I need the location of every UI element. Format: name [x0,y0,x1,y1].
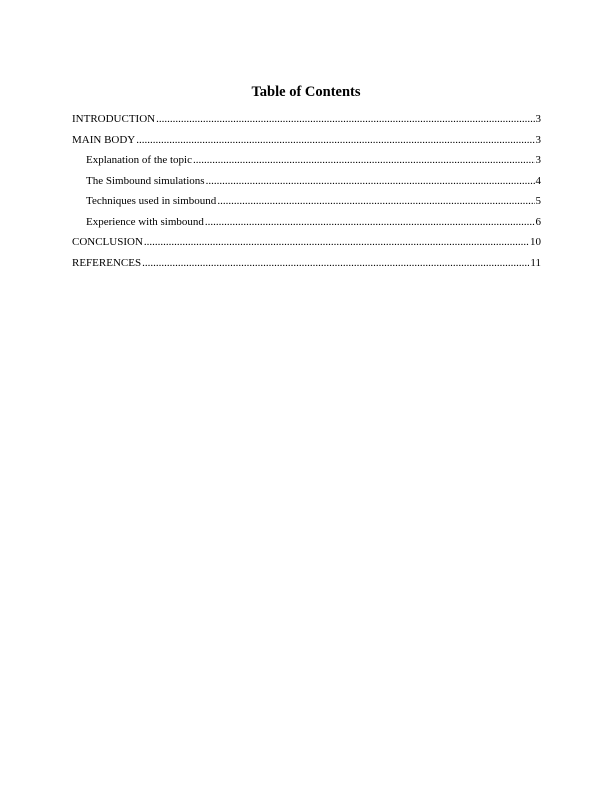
toc-entry-label: The Simbound simulations [86,174,205,187]
toc-page-number: 3 [535,113,541,125]
toc-page-number: 11 [530,256,541,269]
toc-entry-conclusion[interactable] [72,235,541,256]
dot-leader [144,235,529,249]
toc-title: Table of Contents [251,84,361,100]
toc-page-number: 3 [535,133,541,146]
toc-entry-explanation-of-topic[interactable] [72,153,541,174]
toc-entry-label: Explanation of the topic [86,154,192,166]
toc-page-number: 6 [535,215,541,228]
toc-entry-label: Techniques used in simbound [86,195,217,207]
dot-leader [217,194,534,208]
dot-leader [205,215,535,229]
toc-entry-main-body[interactable] [72,133,541,154]
dot-leader [156,112,534,126]
toc-list [72,112,541,276]
toc-entry-label: CONCLUSION [72,236,143,248]
toc-entry-techniques-in-simbound[interactable] [72,194,541,215]
toc-entry-label: INTRODUCTION [72,113,156,125]
dot-leader [136,133,534,147]
dot-leader [142,256,529,270]
toc-entry-introduction[interactable] [72,112,541,133]
toc-entry-simbound-simulations[interactable] [72,174,541,195]
toc-page-number: 10 [530,236,541,248]
toc-entry-label: Experience with simbound [86,215,204,228]
toc-entry-label: REFERENCES [72,256,142,269]
dot-leader [206,174,535,188]
dot-leader [193,153,535,167]
toc-entry-experience-with-simbound[interactable] [72,215,541,236]
toc-page-number: 4 [535,174,541,187]
toc-page-number: 5 [535,195,541,207]
toc-page-number: 3 [535,154,541,166]
toc-entry-label: MAIN BODY [72,133,136,146]
toc-entry-references[interactable] [72,256,541,277]
